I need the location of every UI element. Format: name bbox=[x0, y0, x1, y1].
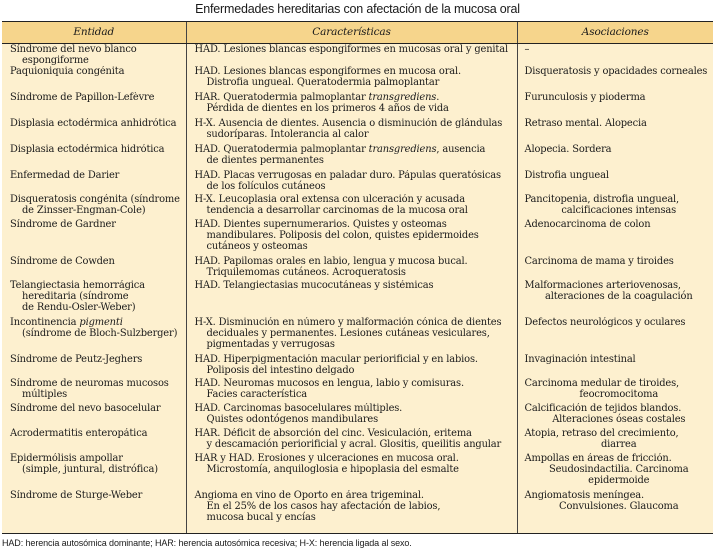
associations-cell: Defectos neurológicos y oculares bbox=[517, 317, 713, 354]
associations-cell: Distrofia ungueal bbox=[517, 170, 713, 194]
header-entity: Entidad bbox=[2, 22, 186, 44]
associations-cell: Disqueratosis y opacidades corneales bbox=[517, 66, 713, 92]
associations-cell: Angiomatosis meníngea. Convulsiones. Glaucoma bbox=[517, 490, 713, 533]
hereditary-diseases-table bbox=[2, 21, 713, 534]
table-row bbox=[2, 219, 713, 256]
header-associations: Asociaciones bbox=[517, 22, 713, 44]
associations-cell: Furunculosis y pioderma bbox=[517, 92, 713, 118]
entity-cell: Síndrome de Sturge-Weber bbox=[2, 490, 186, 533]
features-cell: HAD. Neuromas mucosos en lengua, labio y comisuras. Facies característica bbox=[186, 378, 517, 403]
associations-cell: Carcinoma de mama y tiroides bbox=[517, 256, 713, 280]
table-row bbox=[2, 44, 713, 67]
table-row bbox=[2, 170, 713, 194]
associations-cell: Ampollas en áreas de fricción. Seudosindactilia. Carcinoma epidermoide bbox=[517, 453, 713, 490]
entity-cell: Displasia ectodérmica anhidrótica bbox=[10, 118, 177, 129]
table-row bbox=[2, 144, 713, 170]
table-header-row bbox=[2, 22, 713, 44]
features-cell: HAD. Queratodermia palmoplantar transgrediens, ausencia de dientes permanentes bbox=[186, 144, 517, 170]
features-cell: HAD. Hiperpigmentación macular periorificial y en labios. Poliposis del intestino delgado bbox=[186, 354, 517, 378]
features-cell: HAD. Lesiones blancas espongiformes en mucosa oral. Distrofia ungueal. Queratodermia palmoplantar bbox=[186, 66, 517, 92]
entity-cell: Acrodermatitis enteropática bbox=[10, 428, 148, 439]
features-cell: HAD. Telangiectasias mucocutáneas y sistémicas bbox=[186, 280, 517, 317]
table-row bbox=[2, 354, 713, 378]
features-cell: HAD. Placas verrugosas en paladar duro. Pápulas queratósicas de los folículos cutáneos bbox=[186, 170, 517, 194]
table-row bbox=[2, 194, 713, 219]
associations-cell: Atopia, retraso del crecimiento, diarrea bbox=[517, 428, 713, 453]
entity-cell: Paquioniquia congénita bbox=[10, 66, 125, 77]
entity-cell: Telangiectasia hemorrágica hereditaria (síndrome de Rendu-Osler-Weber) bbox=[10, 280, 145, 313]
table-row bbox=[2, 256, 713, 280]
associations-cell: Retraso mental. Alopecia bbox=[517, 118, 713, 144]
associations-cell: Invaginación intestinal bbox=[517, 354, 713, 378]
table-row bbox=[2, 317, 713, 354]
table-row bbox=[2, 66, 713, 92]
entity-cell: Displasia ectodérmica hidrótica bbox=[10, 144, 165, 155]
table-row bbox=[2, 428, 713, 453]
associations-cell: Alopecia. Sordera bbox=[517, 144, 713, 170]
features-cell: HAR y HAD. Erosiones y ulceraciones en mucosa oral. Microstomía, anquiloglosia e hipoplasia del esmalte bbox=[186, 453, 517, 490]
features-cell: Angioma en vino de Oporto en área trigeminal. En el 25% de los casos hay afectación de labios, mucosa bucal y encías bbox=[186, 490, 517, 533]
table-row bbox=[2, 280, 713, 317]
table-row bbox=[2, 403, 713, 428]
entity-cell: Enfermedad de Darier bbox=[10, 170, 120, 181]
entity-cell: Síndrome del nevo blanco espongiforme bbox=[10, 44, 137, 66]
entity-cell: Síndrome de Cowden bbox=[10, 256, 115, 267]
associations-cell: Carcinoma medular de tiroides, feocromocitoma bbox=[517, 378, 713, 403]
features-cell: HAD. Carcinomas basocelulares múltiples. Quistes odontógenos mandibulares bbox=[186, 403, 517, 428]
entity-cell: Síndrome del nevo basocelular bbox=[10, 403, 161, 414]
footnote: HAD: herencia autosómica dominante; HAR: herencia autosómica recesiva; H-X: herencia ligada al sexo. bbox=[2, 538, 412, 548]
entity-cell: Síndrome de Papillon-Lefèvre bbox=[10, 92, 155, 103]
associations-cell: Adenocarcinoma de colon bbox=[517, 219, 713, 256]
features-cell: H-X. Disminución en número y malformación cónica de dientes deciduales y permanentes. Lesiones cutáneas vesiculares, pigmentadas y verrugosas bbox=[186, 317, 517, 354]
associations-cell: – bbox=[517, 44, 713, 67]
header-features: Características bbox=[186, 22, 517, 44]
table-title: Enfermedades hereditarias con afectación de la mucosa oral bbox=[195, 2, 520, 16]
features-cell: HAD. Papilomas orales en labio, lengua y mucosa bucal. Triquilemomas cutáneos. Acroqueratosis bbox=[186, 256, 517, 280]
features-cell: HAR. Queratodermia palmoplantar transgrediens. Pérdida de dientes en los primeros 4 años de vida bbox=[186, 92, 517, 118]
entity-cell: Incontinencia pigmenti (síndrome de Bloch-Sulzberger) bbox=[10, 317, 178, 339]
associations-cell: Pancitopenia, distrofia ungueal, calcificaciones intensas bbox=[517, 194, 713, 219]
features-cell: HAD. Dientes supernumerarios. Quistes y osteomas mandibulares. Poliposis del colon, quistes epidermoides cutáneos y osteomas bbox=[186, 219, 517, 256]
features-cell: H-X. Ausencia de dientes. Ausencia o disminución de glándulas sudoríparas. Intolerancia al calor bbox=[186, 118, 517, 144]
entity-cell: Síndrome de Peutz-Jeghers bbox=[10, 354, 143, 365]
associations-cell: Calcificación de tejidos blandos. Alteraciones óseas costales bbox=[517, 403, 713, 428]
entity-cell: Síndrome de Gardner bbox=[10, 219, 116, 230]
table-row bbox=[2, 118, 713, 144]
features-cell: H-X. Leucoplasia oral extensa con ulceración y acusada tendencia a desarrollar carcinomas de la mucosa oral bbox=[186, 194, 517, 219]
entity-cell: Epidermólisis ampollar (simple, juntural, distrófica) bbox=[10, 453, 158, 475]
associations-cell: Malformaciones arteriovenosas, alteraciones de la coagulación bbox=[517, 280, 713, 317]
features-cell: HAD. Lesiones blancas espongiformes en mucosas oral y genital bbox=[186, 44, 517, 67]
table-row bbox=[2, 378, 713, 403]
entity-cell: Síndrome de neuromas mucosos múltiples bbox=[10, 378, 169, 400]
table-row bbox=[2, 490, 713, 533]
table-row bbox=[2, 92, 713, 118]
entity-cell: Disqueratosis congénita (síndrome de Zinsser-Engman-Cole) bbox=[10, 194, 180, 216]
features-cell: HAR. Déficit de absorción del cinc. Vesiculación, eritema y descamación periorificial y acral. Glositis, queilitis angular bbox=[186, 428, 517, 453]
table-row bbox=[2, 453, 713, 490]
